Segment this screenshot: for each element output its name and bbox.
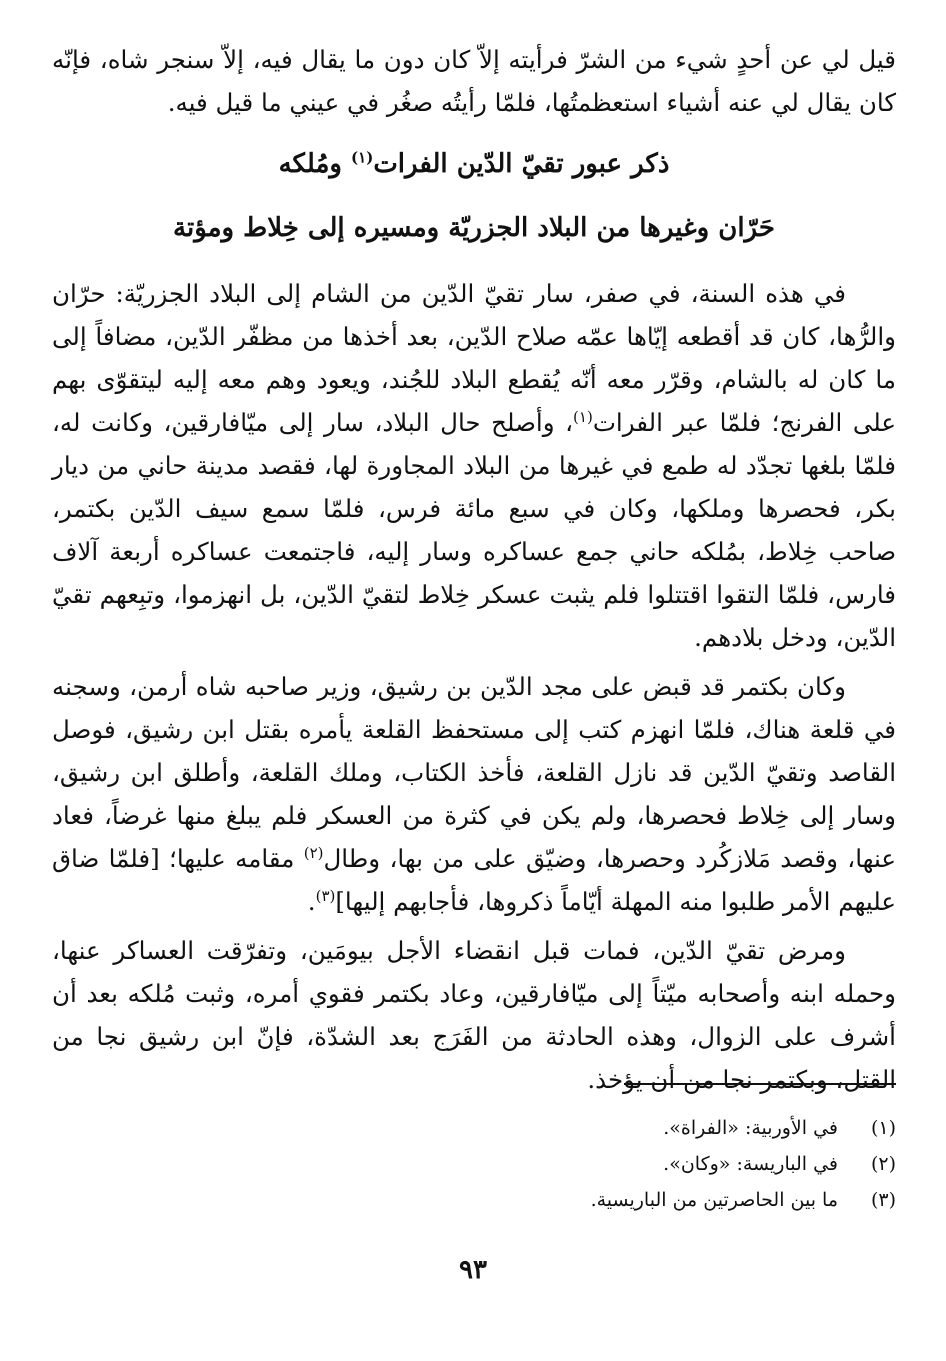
footnote-separator (624, 1083, 896, 1085)
paragraph-2-part-a: وكان بكتمر قد قبض على مجد الدّين بن رشيق، وزير صاحبه شاه أرمن، وسجنه في قلعة هناك، فلمّا انهزم كتب إلى مستحفظ القلعة يأمره بقتل ابن رشيق، فوصل القاصد وتقيّ الدّين قد نازل القلعة، فأخذ الكتاب، وملك القلعة، وأطلق ابن رشيق، وسار إلى خِلاط فحصرها، ولم يكن في كثرة من العسكر فلم يبلغ منها غرضاً، فعاد عنها، وقصد مَلازكُرد وحصرها، وضيّق على من بها، وطال (52, 672, 896, 873)
paragraph-1-footnote-ref: (١) (573, 407, 593, 426)
footnote-item (296, 1146, 896, 1182)
section-heading-line2: حَرّان وغيرها من البلاد الجزريّة ومسيره إلى خِلاط ومؤتة (173, 213, 775, 243)
page-number: ٩٣ (459, 1255, 487, 1285)
footnote-item (296, 1182, 896, 1218)
paragraph-2-footnote-ref-2: (٣) (315, 886, 336, 905)
heading-footnote-ref: (١) (351, 148, 374, 167)
main-text (52, 38, 896, 1101)
footnote-number: (١) (870, 1117, 896, 1139)
footnote-text: ما بين الحاصرتين من الباريسية. (590, 1189, 838, 1211)
paragraph-2-part-b: مقامه عليها؛ [فلمّا ضاق عليهم الأمر طلبوا منه المهلة أيّاماً ذكروها، فأجابهم إليها] (52, 844, 896, 916)
paragraph-2-part-c: . (307, 887, 316, 916)
paragraph-2-footnote-ref: (٢) (303, 843, 324, 862)
heading-text-a: ذكر عبور تقيّ الدّين الفرات (373, 149, 670, 179)
footnote-number: (٢) (870, 1153, 896, 1175)
heading-text-b: ومُلكه (278, 149, 352, 179)
footnote-item (296, 1110, 896, 1146)
paragraph-2 (52, 665, 896, 923)
footnotes (296, 1110, 896, 1218)
footnote-number: (٣) (870, 1189, 896, 1211)
intro-paragraph: قيل لي عن أحدٍ شيء من الشرّ فرأيته إلاّ كان دون ما يقال فيه، إلاّ سنجر شاه، فإنّه كان يقال لي عنه أشياء استعظمتُها، فلمّا رأيتُه صغُر في عيني ما قيل فيه. (52, 45, 896, 117)
paragraph-1-part-a: في هذه السنة، في صفر، سار تقيّ الدّين من الشام إلى البلاد الجزريّة: حرّان والرُّها، كان قد أقطعه إيّاها عمّه صلاح الدّين، بعد أخذها من مظفّر الدّين، مضافاً إلى ما كان له بالشام، وقرّر معه أنّه يُقطع البلاد للجُند، ويعود وهم معه إليه ليتقوّى بهم على الفرنج؛ فلمّا عبر الفرات (52, 279, 896, 437)
paragraph-3: ومرض تقيّ الدّين، فمات قبل انقضاء الأجل بيومَين، وتفرّقت العساكر عنها، وحمله ابنه وأصحابه ميّتاً إلى ميّافارقين، وعاد بكتمر فقوي أمره، وثبت مُلكه بعد أن أشرف على الزوال، وهذه الحادثة من الفَرَج بعد الشدّة، فإنّ ابن رشيق نجا من القتل، وبكتمر نجا من أن يؤخذ. (52, 936, 896, 1094)
footnote-text: في الأوربية: «الفراة». (663, 1117, 838, 1139)
paragraph-1 (52, 272, 896, 659)
section-heading-line1 (52, 134, 896, 194)
paragraph-1-part-b: ، وأصلح حال البلاد، سار إلى ميّافارقين، وكانت له، فلمّا بلغها تجدّد له طمع في غيرها من البلاد المجاورة لها، فقصد مدينة حاني من ديار بكر، فحصرها وملكها، وكان في سبع مائة فرس، فلمّا سمع سيف الدّين بكتمر، صاحب خِلاط، بمُلكه حاني جمع عساكره وسار إليه، فاجتمعت عساكره أربعة آلاف فارس، فلمّا التقوا اقتتلوا فلم يثبت عسكر خِلاط لتقيّ الدّين، بل انهزموا، وتبِعهم تقيّ الدّين، ودخل بلادهم. (52, 408, 896, 652)
footnote-text: في الباريسة: «وكان». (663, 1153, 838, 1175)
